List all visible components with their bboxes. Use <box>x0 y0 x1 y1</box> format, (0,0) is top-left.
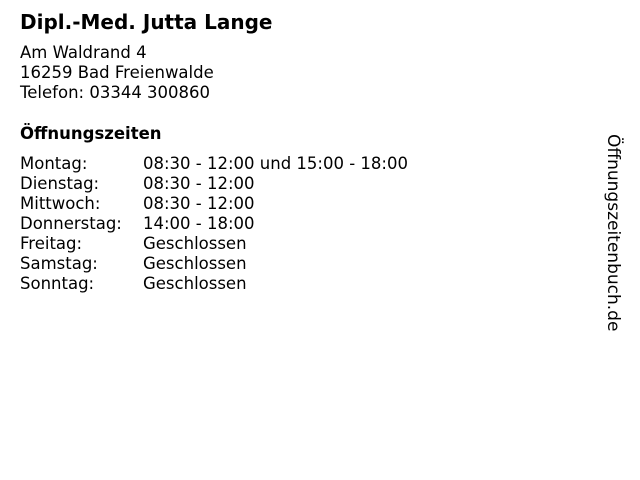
phone-number: Telefon: 03344 300860 <box>20 83 211 102</box>
city-address: 16259 Bad Freienwalde <box>20 63 214 82</box>
hours-day: Donnerstag: <box>20 214 122 233</box>
practice-name: Dipl.-Med. Jutta Lange <box>20 10 273 34</box>
hours-time: 14:00 - 18:00 <box>143 214 255 233</box>
hours-day: Sonntag: <box>20 274 95 293</box>
hours-day: Mittwoch: <box>20 194 101 213</box>
opening-hours-heading: Öffnungszeiten <box>20 124 162 143</box>
hours-time: Geschlossen <box>143 274 247 293</box>
hours-day: Montag: <box>20 154 88 173</box>
hours-day: Samstag: <box>20 254 98 273</box>
hours-time: Geschlossen <box>143 254 247 273</box>
source-watermark: Öffnungszeitenbuch.de <box>603 134 623 332</box>
address-block <box>20 43 214 103</box>
hours-time: 08:30 - 12:00 <box>143 194 255 213</box>
hours-time: 08:30 - 12:00 und 15:00 - 18:00 <box>143 154 408 173</box>
hours-day: Freitag: <box>20 234 83 253</box>
hours-day: Dienstag: <box>20 174 100 193</box>
street-address: Am Waldrand 4 <box>20 43 147 62</box>
hours-time: Geschlossen <box>143 234 247 253</box>
hours-time: 08:30 - 12:00 <box>143 174 255 193</box>
